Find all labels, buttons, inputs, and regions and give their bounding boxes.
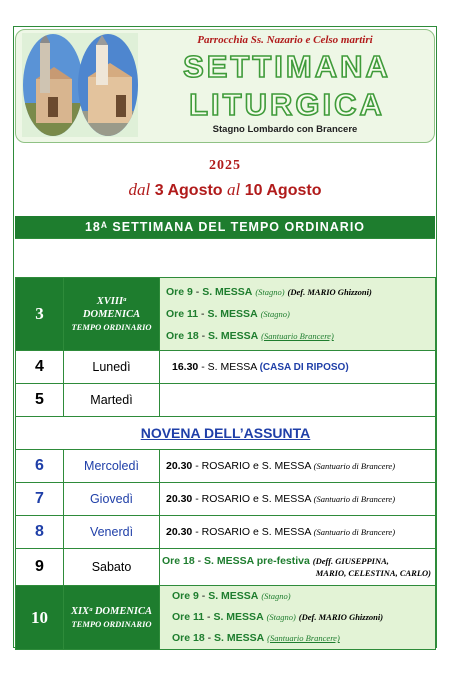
day-number: 9 (16, 549, 64, 586)
event-line: Ore 9 - S. MESSA (Stagno) (172, 590, 291, 602)
day-number: 10 (16, 586, 64, 650)
al-word: al (227, 180, 241, 199)
table-row (16, 549, 436, 586)
event-line: Ore 9 - S. MESSA (Stagno) (Def. MARIO Ghizzoni) (166, 286, 372, 298)
table-row (16, 278, 436, 351)
day-name: Martedì (64, 384, 160, 417)
parish-name: Parrocchia Ss. Nazario e Celso martiri (197, 34, 373, 46)
table-row (16, 351, 436, 384)
title-liturgica: LITURGICA (189, 87, 385, 122)
week-banner: 18ᴬ SETTIMANA DEL TEMPO ORDINARIO (15, 216, 435, 238)
date-from: 3 Agosto (154, 182, 223, 199)
day-number: 6 (16, 450, 64, 483)
table-row (16, 586, 436, 650)
day-name: XIXᵃ DOMENICA TEMPO ORDINARIO (64, 586, 160, 650)
dal-word: dal (128, 180, 151, 199)
table-row (16, 516, 436, 549)
year: 2025 (209, 158, 241, 173)
events-cell: 20.30 - ROSARIO e S. MESSA (Santuario di Brancere) (160, 450, 436, 483)
event-line: Ore 11 - S. MESSA (Stagno) (166, 308, 290, 320)
events-cell: Ore 18 - S. MESSA pre-festiva (Deff. GIUSEPPINA, MARIO, CELESTINA, CARLO) (160, 549, 436, 586)
event-line: Ore 11 - S. MESSA (Stagno) (Def. MARIO Ghizzoni) (172, 611, 384, 623)
day-number: 4 (16, 351, 64, 384)
events-cell: 20.30 - ROSARIO e S. MESSA (Santuario di Brancere) (160, 483, 436, 516)
day-name: Mercoledì (64, 450, 160, 483)
table-row (16, 450, 436, 483)
day-number: 8 (16, 516, 64, 549)
date-to: 10 Agosto (244, 182, 322, 199)
events-cell (160, 384, 436, 417)
day-number: 3 (16, 278, 64, 351)
events-cell: 20.30 - ROSARIO e S. MESSA (Santuario di Brancere) (160, 516, 436, 549)
novena-heading: NOVENA DELL’ASSUNTA (16, 417, 436, 450)
events-cell: 16.30 - S. MESSA (CASA DI RIPOSO) (160, 351, 436, 384)
day-name: Venerdì (64, 516, 160, 549)
day-name: XVIIIᵃ DOMENICA TEMPO ORDINARIO (64, 278, 160, 351)
table-row (16, 384, 436, 417)
day-number: 5 (16, 384, 64, 417)
day-name: Sabato (64, 549, 160, 586)
schedule-table (15, 277, 436, 650)
day-name: Giovedì (64, 483, 160, 516)
date-range (15, 180, 435, 200)
events-cell (160, 586, 436, 650)
table-row (16, 483, 436, 516)
table-row (16, 417, 436, 450)
event-line: Ore 18 - S. MESSA (Santuario Brancere) (166, 330, 334, 342)
header-subtitle: Stagno Lombardo con Brancere (212, 124, 358, 135)
events-cell (160, 278, 436, 351)
church-photo (22, 33, 138, 137)
title-settimana: SETTIMANA (183, 49, 391, 84)
divider (15, 238, 435, 239)
day-name: Lunedì (64, 351, 160, 384)
event-line: Ore 18 - S. MESSA (Santuario Brancere) (172, 632, 340, 644)
day-number: 7 (16, 483, 64, 516)
